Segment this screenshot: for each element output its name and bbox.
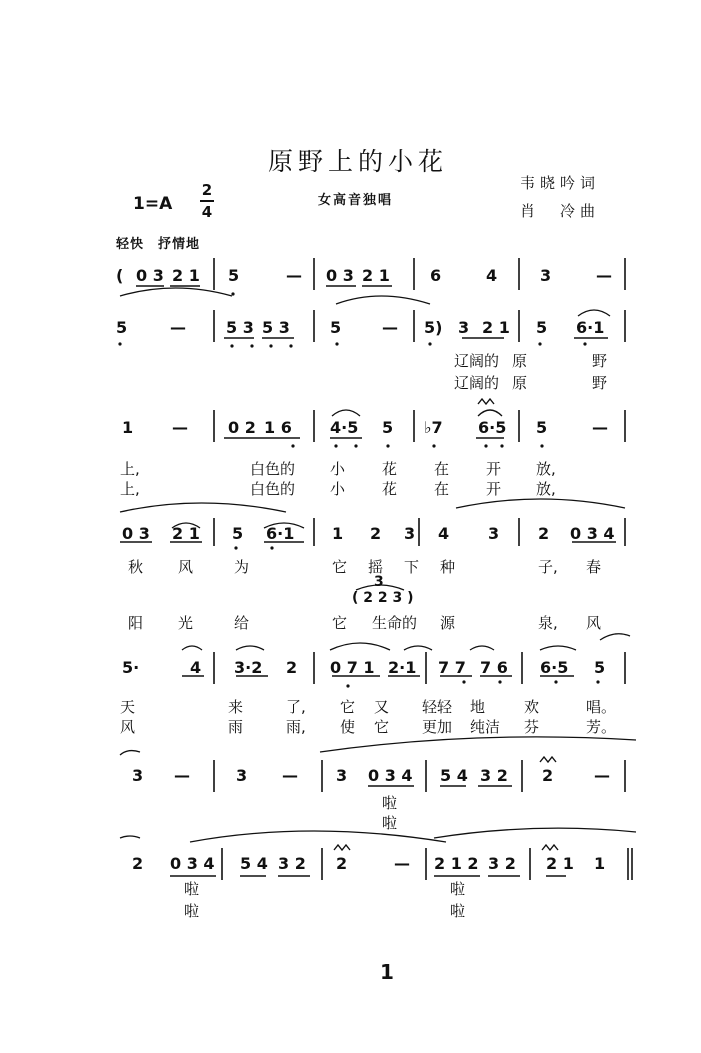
lyric: 春 bbox=[586, 558, 602, 576]
lyric: 摇 bbox=[368, 558, 384, 576]
lyric: 啦 bbox=[382, 794, 398, 812]
note: — bbox=[170, 318, 186, 337]
note: 2·1 bbox=[388, 658, 417, 677]
note: 5 bbox=[594, 658, 606, 677]
slur bbox=[190, 831, 446, 842]
slur bbox=[540, 646, 576, 650]
note: — bbox=[596, 266, 612, 285]
slur bbox=[470, 646, 494, 650]
note: 2 bbox=[538, 524, 550, 543]
lyric: 了, bbox=[286, 698, 306, 716]
key-signature: 1=A bbox=[133, 194, 173, 214]
lyric: 给 bbox=[234, 614, 250, 632]
note: 6·5 bbox=[478, 418, 507, 437]
note: — bbox=[592, 418, 608, 437]
note: 0 3 4 bbox=[570, 524, 615, 543]
note: 3 2 bbox=[488, 854, 516, 873]
note: 3 bbox=[404, 524, 416, 543]
lyric: 天 bbox=[120, 698, 136, 716]
lyric: 野 bbox=[592, 352, 608, 370]
note: — bbox=[172, 418, 188, 437]
lyric: 上, bbox=[120, 460, 140, 478]
slur bbox=[456, 499, 625, 508]
slur bbox=[578, 310, 610, 316]
mordent-icon bbox=[478, 399, 494, 404]
note: 2 1 bbox=[482, 318, 510, 337]
note: 5) bbox=[424, 318, 443, 337]
lyric: 开 bbox=[486, 480, 502, 498]
note: 3 bbox=[336, 766, 348, 785]
slur bbox=[332, 410, 360, 416]
note: 2 1 2 bbox=[434, 854, 479, 873]
lyric: 芳。 bbox=[586, 718, 617, 736]
lyric: 更加 bbox=[422, 718, 453, 736]
lyricist-credit: 韦晓吟词 bbox=[520, 174, 601, 192]
note: 3·2 bbox=[234, 658, 263, 677]
lyric: 白色的 bbox=[250, 460, 296, 478]
lyric: 又 bbox=[374, 698, 390, 716]
note: 5 bbox=[116, 318, 128, 337]
slur bbox=[320, 737, 636, 752]
note: 2 1 bbox=[172, 524, 200, 543]
slur bbox=[236, 646, 264, 650]
slur bbox=[120, 503, 286, 512]
lyric: 它 bbox=[332, 558, 348, 576]
note: 3 bbox=[236, 766, 248, 785]
note: 7 7 bbox=[438, 658, 466, 677]
note: — bbox=[394, 854, 410, 873]
lyric: 上, bbox=[120, 480, 140, 498]
note: 0 3 4 bbox=[368, 766, 413, 785]
slur bbox=[330, 643, 390, 650]
note: 5 bbox=[228, 266, 240, 285]
slur bbox=[264, 523, 304, 528]
lyric: 生命的 bbox=[372, 614, 418, 632]
note: — bbox=[286, 266, 302, 285]
note: 4 bbox=[486, 266, 498, 285]
lyric: 风 bbox=[178, 558, 194, 576]
lyric: 秋 bbox=[128, 558, 144, 576]
slur bbox=[120, 751, 140, 755]
note: 2 1 bbox=[362, 266, 390, 285]
note: 3 bbox=[488, 524, 500, 543]
page-number: 1 bbox=[380, 960, 394, 984]
lyric: 白色的 bbox=[250, 480, 296, 498]
slur bbox=[336, 296, 430, 304]
lyric: 小 bbox=[330, 460, 346, 478]
note: 5 4 bbox=[240, 854, 268, 873]
lyric: 啦 bbox=[450, 880, 466, 898]
lyric: 轻轻 bbox=[422, 698, 453, 716]
note: 2 bbox=[286, 658, 298, 677]
mordent-icon bbox=[334, 845, 350, 850]
note: — bbox=[594, 766, 610, 785]
triplet-number: 3 bbox=[374, 574, 384, 590]
slur bbox=[434, 828, 636, 838]
note: — bbox=[174, 766, 190, 785]
slur bbox=[600, 634, 630, 640]
note: 5 3 bbox=[262, 318, 290, 337]
lyric: 放, bbox=[536, 460, 556, 478]
note: 7 6 bbox=[480, 658, 508, 677]
lyric: 辽阔的 bbox=[454, 352, 500, 370]
lyric: 种 bbox=[440, 558, 456, 576]
lyric: 使 bbox=[340, 718, 356, 736]
lyric: 风 bbox=[120, 718, 136, 736]
note: 6·1 bbox=[576, 318, 605, 337]
note: 0 3 4 bbox=[170, 854, 215, 873]
variant-notes: ( 2 2 3 ) bbox=[352, 590, 414, 606]
note: 2 1 bbox=[172, 266, 200, 285]
note: 3 bbox=[132, 766, 144, 785]
lyric: 雨 bbox=[228, 718, 244, 736]
time-lower: 4 bbox=[200, 200, 214, 222]
lyric: 源 bbox=[440, 614, 456, 632]
note: 6·5 bbox=[540, 658, 569, 677]
song-title: 原野上的小花 bbox=[268, 147, 449, 176]
slur bbox=[404, 646, 432, 650]
note: 5 bbox=[382, 418, 394, 437]
lyric: 风 bbox=[586, 614, 602, 632]
mordent-icon bbox=[540, 757, 556, 762]
note: 5 bbox=[536, 418, 548, 437]
note: 0 2 bbox=[228, 418, 256, 437]
lyric: 花 bbox=[382, 460, 398, 478]
note: 2 bbox=[132, 854, 144, 873]
note: 6·1 bbox=[266, 524, 295, 543]
lyric: 在 bbox=[434, 460, 450, 478]
lyric: 雨, bbox=[286, 718, 306, 736]
note: ♭7 bbox=[424, 418, 443, 437]
tempo-marking: 轻快 抒情地 bbox=[116, 237, 201, 252]
lyric: 放, bbox=[536, 480, 556, 498]
note: 1 bbox=[332, 524, 344, 543]
lyric: 花 bbox=[382, 480, 398, 498]
note: 3 2 bbox=[480, 766, 508, 785]
note: 4 bbox=[438, 524, 450, 543]
lyric: 纯洁 bbox=[470, 718, 501, 736]
note: 0 3 bbox=[136, 266, 164, 285]
note: 5 bbox=[330, 318, 342, 337]
note: 6 bbox=[430, 266, 442, 285]
note: 1 bbox=[594, 854, 606, 873]
lyric: 它 bbox=[332, 614, 348, 632]
note: 4·5 bbox=[330, 418, 359, 437]
note: 5 bbox=[536, 318, 548, 337]
note: 2 bbox=[336, 854, 348, 873]
slur bbox=[172, 523, 200, 528]
lyric: 它 bbox=[374, 718, 390, 736]
note: 2 bbox=[542, 766, 554, 785]
lyric: 阳 bbox=[128, 614, 144, 632]
lyric: 为 bbox=[234, 558, 250, 576]
lyric: 原 bbox=[512, 374, 528, 392]
lyric: 光 bbox=[178, 614, 194, 632]
note: 2 1 bbox=[546, 854, 574, 873]
lyric: 子, bbox=[538, 558, 558, 576]
slur bbox=[478, 410, 502, 416]
lyric: 地 bbox=[470, 698, 486, 716]
note: 3 bbox=[458, 318, 470, 337]
lyric: 啦 bbox=[450, 902, 466, 920]
lyric: 在 bbox=[434, 480, 450, 498]
lyric: 开 bbox=[486, 460, 502, 478]
note: 2 bbox=[370, 524, 382, 543]
lyric: 下 bbox=[404, 558, 420, 576]
note: 3 2 bbox=[278, 854, 306, 873]
lyric: 欢 bbox=[524, 698, 540, 716]
slur bbox=[120, 288, 232, 296]
lyric: 原 bbox=[512, 352, 528, 370]
lyric: 芬 bbox=[524, 718, 540, 736]
composer-credit: 肖 冷曲 bbox=[520, 202, 601, 220]
triplet-bracket bbox=[356, 585, 404, 590]
note: ( bbox=[116, 266, 124, 285]
note: 3 bbox=[540, 266, 552, 285]
note: — bbox=[282, 766, 298, 785]
note: 5 bbox=[232, 524, 244, 543]
note: 0 3 bbox=[122, 524, 150, 543]
note: 4 bbox=[190, 658, 202, 677]
performance-note: 女高音独唱 bbox=[318, 193, 394, 208]
time-upper: 2 bbox=[201, 181, 213, 199]
note: 5 3 bbox=[226, 318, 254, 337]
mordent-icon bbox=[542, 845, 558, 850]
lyric: 来 bbox=[228, 698, 244, 716]
lyric: 小 bbox=[330, 480, 346, 498]
note: 0 7 1 bbox=[330, 658, 375, 677]
note: 1 6 bbox=[264, 418, 292, 437]
lyric: 啦 bbox=[184, 902, 200, 920]
note: 0 3 bbox=[326, 266, 354, 285]
note: 1 bbox=[122, 418, 134, 437]
lyric: 啦 bbox=[382, 814, 398, 832]
lyric: 泉, bbox=[538, 614, 558, 632]
slur bbox=[182, 646, 202, 650]
lyric: 辽阔的 bbox=[454, 374, 500, 392]
lyric: 它 bbox=[340, 698, 356, 716]
slur bbox=[120, 836, 140, 838]
lyric: 啦 bbox=[184, 880, 200, 898]
lyric: 野 bbox=[592, 374, 608, 392]
note: 5· bbox=[122, 658, 140, 677]
note: — bbox=[382, 318, 398, 337]
note: 5 4 bbox=[440, 766, 468, 785]
lyric: 唱。 bbox=[586, 698, 617, 716]
